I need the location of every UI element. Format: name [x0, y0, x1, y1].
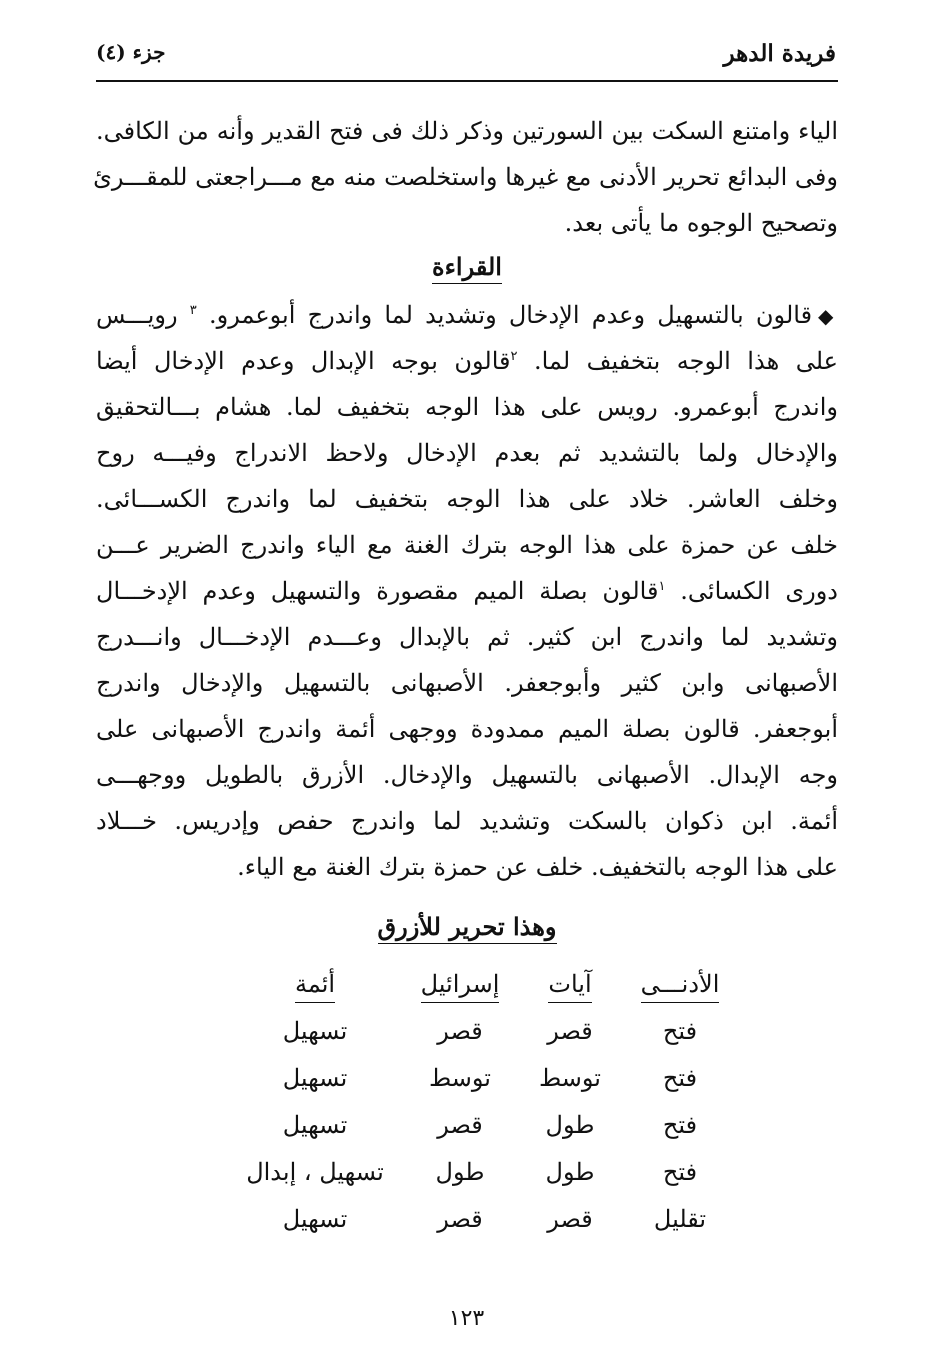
table-row	[200, 1101, 740, 1148]
table-cell: قصر	[437, 1204, 483, 1233]
table-cell: فتح	[662, 1110, 698, 1139]
table-cell: توسط	[429, 1063, 491, 1092]
table-cell: توسط	[539, 1063, 601, 1092]
footnote-marker: ٣	[189, 303, 197, 318]
text-line: وجه الإبدال. الأصبهانى بالتسهيل والإدخال. الأزرق بالطويل ووجهـــى	[96, 761, 838, 789]
column-header: إسرائيل	[400, 970, 520, 998]
table-row	[200, 1148, 740, 1195]
text-line: والإدخال ولما بالتشديد ثم بعدم الإدخال ولاحظ الاندراج وفيـــه روح	[96, 439, 838, 467]
part-number: جزء (٤)	[96, 40, 166, 64]
table-cell: قصر	[437, 1016, 483, 1045]
text-line: ◆قالون بالتسهيل وعدم الإدخال وتشديد لما واندرج أبوعمرو. $^٣$ رويـــس	[96, 301, 839, 329]
table-cell: طول	[545, 1157, 595, 1186]
text-line: على هذا الوجه بالتخفيف. خلف عن حمزة بترك الغنة مع الياء.	[237, 853, 838, 881]
header-rule	[96, 80, 838, 82]
text-line: خلف عن حمزة على هذا الوجه بترك الغنة مع الياء واندرج الضرير عـــن	[96, 531, 838, 559]
table-row	[200, 1054, 740, 1101]
page-body	[93, 108, 839, 890]
table-cell: فتح	[662, 1157, 698, 1186]
table-row	[200, 1195, 740, 1242]
column-header: الأدنـــى	[620, 970, 740, 998]
table-cell: تسهيل	[282, 1063, 348, 1092]
table-cell: فتح	[662, 1063, 698, 1092]
table-title: وهذا تحرير للأزرق	[96, 912, 838, 941]
table-row	[200, 1007, 740, 1054]
text-line: الأصبهانى وابن كثير وأبوجعفر. الأصبهانى بالتسهيل والإدخال واندرج	[96, 669, 838, 697]
text-line: وتشديد لما واندرج ابن كثير. ثم بالإبدال وعـــدم الإدخـــال وانـــدرج	[96, 623, 838, 651]
text-line: أئمة. ابن ذكوان بالسكت وتشديد لما واندرج حفص وإدريس. خـــلاد	[96, 807, 839, 835]
column-header: أئمة	[230, 970, 400, 998]
page-number: ١٢٣	[448, 1306, 485, 1331]
tahrir-table	[200, 960, 740, 1242]
section-heading: القراءة	[96, 246, 838, 292]
text-line: أبوجعفر. قالون بصلة الميم ممدودة ووجهى أئمة واندرج الأصبهانى على	[96, 715, 838, 743]
text-line: وتصحيح الوجوه ما يأتى بعد.	[564, 209, 838, 237]
text-line: وخلف العاشر. خلاد على هذا الوجه بتخفيف لما واندرج الكســـائى.	[96, 485, 838, 513]
text-line: الياء وامتنع السكت بين السورتين وذكر ذلك فى فتح القدير وأنه من الكافى.	[96, 117, 838, 145]
table-cell: قصر	[547, 1204, 593, 1233]
table-cell: فتح	[662, 1016, 698, 1045]
table-cell: تقليل	[653, 1204, 707, 1233]
table-cell: تسهيل	[282, 1204, 348, 1233]
table-cell: قصر	[437, 1110, 483, 1139]
footnote-marker: ٢	[510, 349, 518, 364]
table-cell: تسهيل ، إبدال	[246, 1157, 384, 1186]
page-header	[96, 36, 836, 76]
table-cell: قصر	[547, 1016, 593, 1045]
table-cell: تسهيل	[282, 1110, 348, 1139]
text-line: واندرج أبوعمرو. رويس على هذا الوجه بتخفيف لما. هشام بـــالتحقيق	[96, 393, 838, 421]
table-header-row	[200, 960, 740, 1007]
book-title: فريدة الدهر	[723, 40, 836, 67]
footnote-marker: ١	[658, 579, 666, 594]
text-line: على هذا الوجه بتخفيف لما. $^٢$قالون بوجه الإبدال وعدم الإدخال أيضا	[96, 347, 838, 375]
table-cell: تسهيل	[282, 1016, 348, 1045]
column-header: آيات	[520, 970, 620, 998]
text-line: دورى الكسائى. $^١$قالون بصلة الميم مقصورة والتسهيل وعدم الإدخـــال	[96, 577, 838, 605]
table-cell: طول	[435, 1157, 485, 1186]
text-line: وفى البدائع تحرير الأدنى مع غيرها واستخلصت منه مع مـــراجعتى للمقـــرئ	[93, 163, 838, 191]
diamond-bullet-icon: ◆	[818, 304, 839, 328]
table-cell: طول	[545, 1110, 595, 1139]
